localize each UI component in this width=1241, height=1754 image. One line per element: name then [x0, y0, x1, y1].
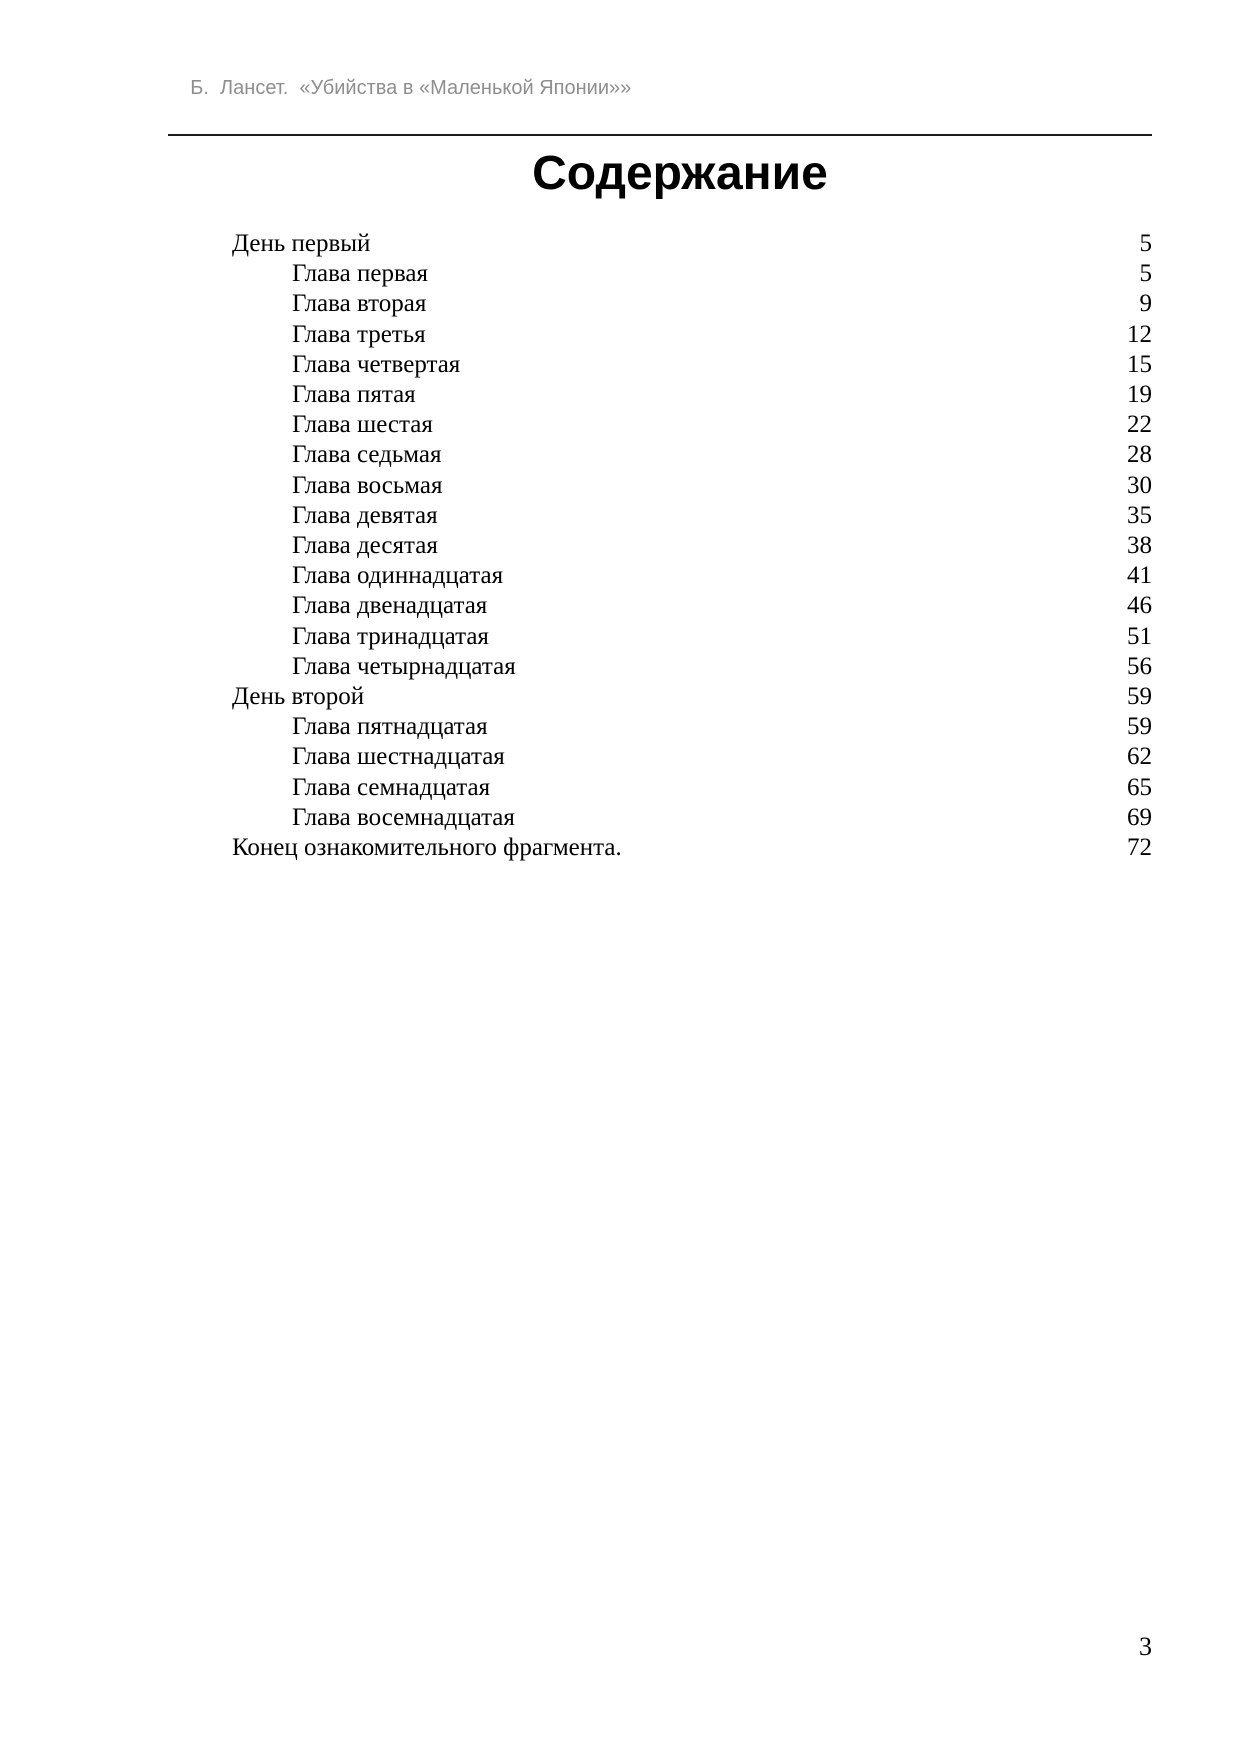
toc-entry-label: Глава третья	[292, 320, 426, 348]
toc-entry-page: 28	[1127, 441, 1152, 469]
toc-entry-label: Глава первая	[292, 260, 429, 288]
toc-entry	[232, 652, 1152, 682]
toc-entry-label: Глава пятнадцатая	[292, 713, 488, 741]
toc-entry-page: 15	[1127, 350, 1152, 378]
toc-entry-page: 19	[1127, 381, 1152, 409]
toc-entry-label: День первый	[232, 230, 371, 257]
toc-entry-label: День второй	[232, 683, 365, 711]
toc-entry	[232, 682, 1152, 712]
toc-entry	[232, 773, 1152, 803]
toc-entry-page: 46	[1127, 592, 1152, 620]
toc-entry-label: Глава седьмая	[292, 441, 442, 469]
toc-entry	[232, 531, 1152, 561]
toc-entry	[232, 259, 1152, 289]
toc-entry-label: Глава вторая	[292, 290, 427, 318]
toc-entry	[232, 561, 1152, 591]
toc-entry-label: Глава девятая	[292, 501, 438, 529]
toc-entry-page: 62	[1127, 743, 1152, 771]
toc-entry	[232, 591, 1152, 621]
running-header	[168, 52, 1152, 136]
toc-entry-page: 35	[1127, 501, 1152, 529]
toc-entry-label: Глава одиннадцатая	[292, 562, 504, 590]
toc-entry-label: Глава шестнадцатая	[292, 743, 505, 771]
toc-entry-page: 12	[1127, 320, 1152, 348]
toc-entry	[232, 380, 1152, 410]
toc-entry	[232, 229, 1152, 259]
toc-entry-label: Глава шестая	[292, 411, 433, 439]
toc-entry-page: 38	[1127, 532, 1152, 560]
toc-entry	[232, 440, 1152, 470]
toc-entry-page: 69	[1127, 803, 1152, 831]
toc-entry-page: 56	[1127, 652, 1152, 680]
toc-entry-label: Конец ознакомительного фрагмента.	[232, 834, 622, 862]
toc-entry-page: 65	[1127, 773, 1152, 801]
toc-entry-label: Глава восьмая	[292, 471, 443, 499]
toc-entry-label: Глава четвертая	[292, 350, 461, 378]
page-title: Содержание	[532, 147, 828, 200]
page-number: 3	[1139, 1632, 1152, 1661]
toc-entry	[232, 289, 1152, 319]
toc-entry-page: 51	[1127, 622, 1152, 650]
toc-entry-page: 30	[1127, 471, 1152, 499]
toc-entry	[232, 833, 1152, 863]
table-of-contents	[232, 229, 1152, 863]
toc-entry-label: Глава десятая	[292, 532, 438, 560]
toc-entry-label: Глава тринадцатая	[292, 622, 489, 650]
toc-entry	[232, 471, 1152, 501]
toc-entry	[232, 742, 1152, 772]
toc-entry-label: Глава восемнадцатая	[292, 803, 515, 831]
toc-entry-page: 41	[1127, 562, 1152, 590]
toc-entry	[232, 712, 1152, 742]
toc-entry	[232, 410, 1152, 440]
toc-entry-label: Глава пятая	[292, 381, 416, 409]
toc-entry-label: Глава четырнадцатая	[292, 652, 516, 680]
toc-entry-page: 59	[1127, 683, 1152, 711]
toc-entry-page: 5	[1139, 260, 1152, 288]
toc-entry-page: 5	[1139, 230, 1152, 257]
toc-entry-label: Глава семнадцатая	[292, 773, 491, 801]
toc-entry-page: 9	[1139, 290, 1152, 318]
toc-entry	[232, 501, 1152, 531]
toc-entry	[232, 803, 1152, 833]
toc-entry	[232, 350, 1152, 380]
running-title: Б. Лансет. «Убийства в «Маленькой Японии»»	[190, 77, 632, 99]
toc-entry	[232, 320, 1152, 350]
toc-entry-label: Глава двенадцатая	[292, 592, 488, 620]
toc-entry-page: 72	[1127, 834, 1152, 862]
toc-entry-page: 22	[1127, 411, 1152, 439]
toc-entry	[232, 622, 1152, 652]
toc-entry-page: 59	[1127, 713, 1152, 741]
